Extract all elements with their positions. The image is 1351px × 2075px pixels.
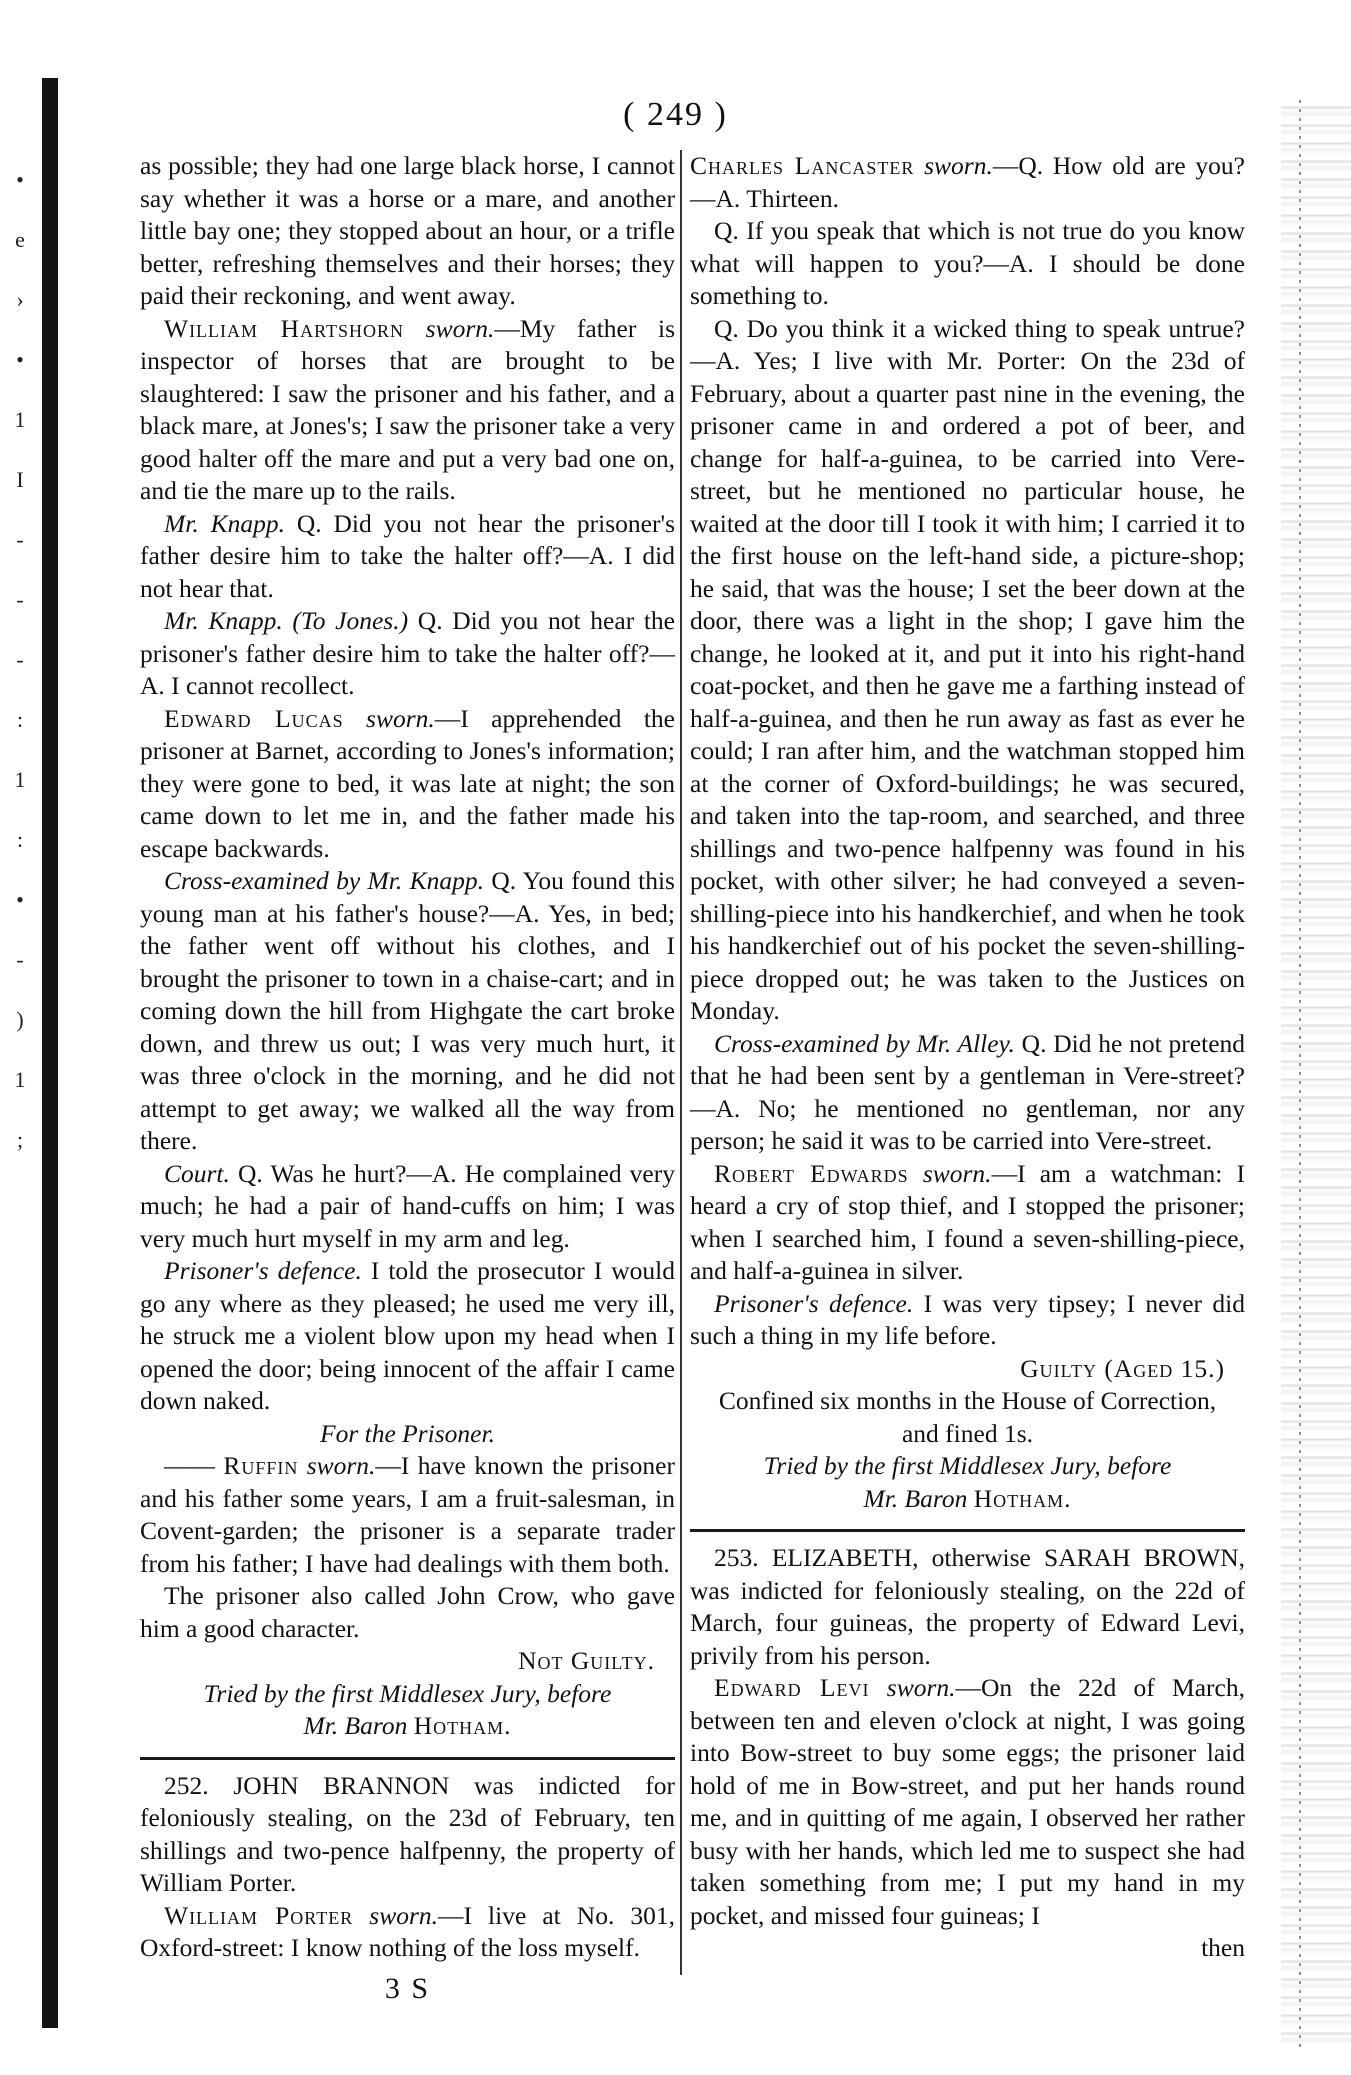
paragraph	[690, 215, 1245, 313]
dash: ——	[164, 1451, 215, 1480]
gutter-marks	[0, 150, 40, 1170]
gutter-mark: ›	[16, 287, 24, 312]
paragraph	[690, 313, 1245, 1028]
gutter-mark: )	[16, 1007, 24, 1032]
right-column-paragraphs	[690, 150, 1245, 1353]
gutter-mark: -	[16, 947, 24, 972]
speaker-name: Edward Levi	[714, 1673, 870, 1702]
gutter-mark: 1	[14, 767, 26, 792]
judge-name: Hotham.	[413, 1711, 512, 1740]
paragraph-lead: Prisoner's defence.	[714, 1288, 914, 1318]
book-spine-shadow	[42, 78, 58, 2028]
sworn-tag: sworn.	[924, 151, 993, 180]
testimony-text: —I live at No. 301, Oxford-street: I know nothing of the loss myself.	[140, 1900, 675, 1962]
gutter-mark: :	[16, 827, 24, 852]
paragraph-text: Q. Was he hurt?—A. He complained very much; he had a pair of hand-cuffs on him; I was very much hurt myself in my arm and leg.	[140, 1158, 675, 1253]
paragraph-lead: Mr. Knapp. (To Jones.)	[164, 606, 409, 635]
right-column	[690, 150, 1245, 1965]
sentence-line-2: and fined 1s.	[901, 1418, 1033, 1448]
gutter-mark: I	[16, 467, 24, 492]
sworn-tag: sworn.	[922, 1158, 992, 1188]
gutter-mark: •	[16, 887, 24, 912]
gutter-mark: -	[16, 647, 24, 672]
sworn-tag: sworn.	[369, 1900, 438, 1930]
speaker-name: Charles Lancaster	[690, 151, 915, 180]
signature-mark: 3 S	[384, 1971, 431, 2005]
verdict-guilty: Guilty (Aged 15.)	[1020, 1353, 1225, 1383]
paragraph	[140, 1255, 675, 1418]
sworn-tag: sworn.	[366, 703, 435, 733]
paragraph	[140, 865, 675, 1158]
paragraph-text: Q. You found this young man at his father's house?—A. Yes, in bed; the father went off without his clothes, and I brought the prisoner to town in a chaise-cart; and in coming down the hill from Highgate the cart broke down, and threw us out; I was very much hurt, it was three o'clock in the morning, and he did not attempt to get away; we walked all the way from there.	[140, 866, 675, 1155]
paragraph-lead: Cross-examined by Mr. Alley.	[714, 1028, 1015, 1058]
paragraph	[690, 1028, 1245, 1158]
speaker-name: William Porter	[164, 1900, 354, 1930]
page-number: ( 249 )	[623, 96, 728, 133]
paragraph-text: I told the prosecutor I would go any where as they pleased; he used me very ill, he struck me a violent blow upon my head when I opened the door; being innocent of the affair I came down naked.	[140, 1256, 676, 1415]
paragraph-text: Q. Did he not pretend that he had been sent by a gentleman in Vere-street?—A. No; he mentioned no gentleman, nor any person; he said it was to be carried into Vere-street.	[690, 1028, 1246, 1155]
paragraph-text: as possible; they had one large black horse, I cannot say whether it was a horse or a mare, and another little bay one; they stopped about an hour, or a trifle better, refreshing themselves and their horses; they paid their reckoning, and went away.	[140, 151, 675, 310]
catchword: then	[1201, 1933, 1245, 1962]
judge-line	[140, 1710, 675, 1743]
paragraph	[140, 508, 675, 606]
column-divider	[680, 150, 682, 1975]
paragraph	[690, 150, 1245, 215]
tried-by-line: Tried by the first Middlesex Jury, before	[203, 1678, 612, 1708]
levi-testimony	[690, 1672, 1245, 1932]
sworn-tag: sworn.	[886, 1673, 956, 1702]
paragraph	[690, 1288, 1245, 1353]
sworn-tag: sworn.	[425, 313, 495, 343]
porter-testimony	[140, 1900, 675, 1965]
gutter-mark: •	[16, 167, 24, 192]
gutter-mark: :	[16, 707, 24, 732]
judge-title: Mr. Baron	[863, 1483, 968, 1513]
paragraph-text: —Q. How old are you?—A. Thirteen.	[690, 151, 1245, 213]
judge-title: Mr. Baron	[303, 1711, 408, 1740]
gutter-mark: -	[16, 527, 24, 552]
left-column	[140, 150, 675, 2005]
gutter-mark: ;	[16, 1127, 24, 1152]
ruffin-testimony	[140, 1450, 675, 1580]
section-rule	[690, 1529, 1245, 1532]
sworn-tag: sworn.	[306, 1451, 376, 1480]
speaker-name: Edward Lucas	[164, 703, 344, 733]
paragraph-text: —I apprehended the prisoner at Barnet, according to Jones's information; they were gone to bed, it was late at night; the son came down to let me in, and the father made his escape backwards.	[140, 703, 675, 863]
gutter-mark: 1	[14, 407, 26, 432]
paragraph	[140, 605, 675, 703]
verdict-not-guilty: Not Guilty.	[518, 1646, 655, 1675]
tried-by-line: Tried by the first Middlesex Jury, before	[763, 1451, 1172, 1480]
speaker-name: William Hartshorn	[164, 313, 405, 343]
paragraph	[140, 1158, 675, 1256]
gutter-mark: -	[16, 587, 24, 612]
paragraph-text: —My father is inspector of horses that are brought to be slaughtered: I saw the prisoner and his father, and a black mare, at Jones's; I saw the prisoner take a very good halter off the mare and put a very bad one on, and tie the mare up to the rails.	[140, 313, 675, 505]
speaker-name: Ruffin	[223, 1451, 299, 1480]
gutter-mark: •	[16, 347, 24, 372]
speaker-name: Robert Edwards	[714, 1158, 909, 1188]
paragraph	[140, 150, 675, 313]
judge-line	[690, 1483, 1245, 1516]
section-rule	[140, 1757, 675, 1760]
paragraph-lead: Mr. Knapp.	[164, 508, 285, 538]
case-252-indictment: 252. JOHN BRANNON was indicted for feloniously stealing, on the 23d of February, ten shillings and two-pence halfpenny, the property of William Porter.	[140, 1770, 675, 1897]
gutter-mark: e	[15, 227, 25, 252]
paragraph	[140, 313, 675, 508]
paragraph-lead: Court.	[164, 1158, 230, 1188]
paragraph	[690, 1158, 1245, 1288]
john-crow-character: The prisoner also called John Crow, who gave him a good character.	[140, 1581, 675, 1643]
page-edge-bleed	[1281, 100, 1351, 2050]
for-prisoner-heading: For the Prisoner.	[320, 1418, 495, 1448]
paragraph-text: Q. Do you think it a wicked thing to speak untrue?—A. Yes; I live with Mr. Porter: On the 23d of February, about a quarter past nine in the evening, the prisoner came in and ordered a pot of beer, and change for half-a-guinea, to be carried into Vere-street, but he mentioned no particular house, he waited at the door till I took it with him; I carried it to the first house on the left-hand side, a picture-shop; he said, that was the house; I set the beer down at the door, there was a light in the shop; I gave him the change, he looked at it, and put it into his right-hand coat-pocket, and then he gave me a farthing instead of half-a-guinea, and then he run away as fast as ever he could; I ran after him, and the watchman stopped him at the corner of Oxford-buildings; he was secured, and taken into the tap-room, and searched, and three shillings and two-pence halfpenny was found in his pocket, with other silver; he had conveyed a seven-shilling-piece into his handkerchief, and when he took his handkerchief out of his pocket the seven-shilling-piece dropped out; he was taken to the Justices on Monday.	[690, 313, 1245, 1025]
paragraph-text: Q. If you speak that which is not true do you know what will happen to you?—A. I should be done something to.	[690, 216, 1245, 310]
paragraph-text: I was very tipsey; I never did such a thing in my life before.	[690, 1288, 1245, 1350]
paragraph	[140, 703, 675, 866]
testimony-text: —On the 22d of March, between ten and eleven o'clock at night, I was going into Bow-street to buy some eggs; the prisoner laid hold of me in Bow-street, and put her hands round me, and in quitting of me again, I observed her rather busy with her hands, which led me to suspect she had taken something from me; I put my hand in my pocket, and missed four guineas; I	[690, 1673, 1245, 1930]
paragraph-text: Q. Did you not hear the prisoner's father desire him to take the halter off?—A. I cannot recollect.	[140, 606, 676, 700]
paragraph-text: Q. Did you not hear the prisoner's father desire him to take the halter off?—A. I did not hear that.	[140, 508, 675, 603]
paragraph-text: —I am a watchman: I heard a cry of stop thief, and I stopped the prisoner; when I searched him, I found a seven-shilling-piece, and half-a-guinea in silver.	[690, 1158, 1246, 1285]
paragraph-lead: Cross-examined by Mr. Knapp.	[164, 866, 485, 895]
sentence-line-1: Confined six months in the House of Correction,	[718, 1386, 1217, 1415]
judge-name: Hotham.	[973, 1483, 1072, 1513]
paragraph-lead: Prisoner's defence.	[164, 1256, 362, 1285]
testimony-text: —I have known the prisoner and his father some years, I am a fruit-salesman, in Covent-garden; the prisoner is a separate trader from his father; I have had dealings with them both.	[140, 1451, 675, 1578]
gutter-mark: 1	[14, 1067, 26, 1092]
left-column-paragraphs	[140, 150, 675, 1418]
case-253-indictment: 253. ELIZABETH, otherwise SARAH BROWN, was indicted for feloniously stealing, on the 22d of March, four guineas, the property of Edward Levi, privily from his person.	[690, 1543, 1245, 1670]
